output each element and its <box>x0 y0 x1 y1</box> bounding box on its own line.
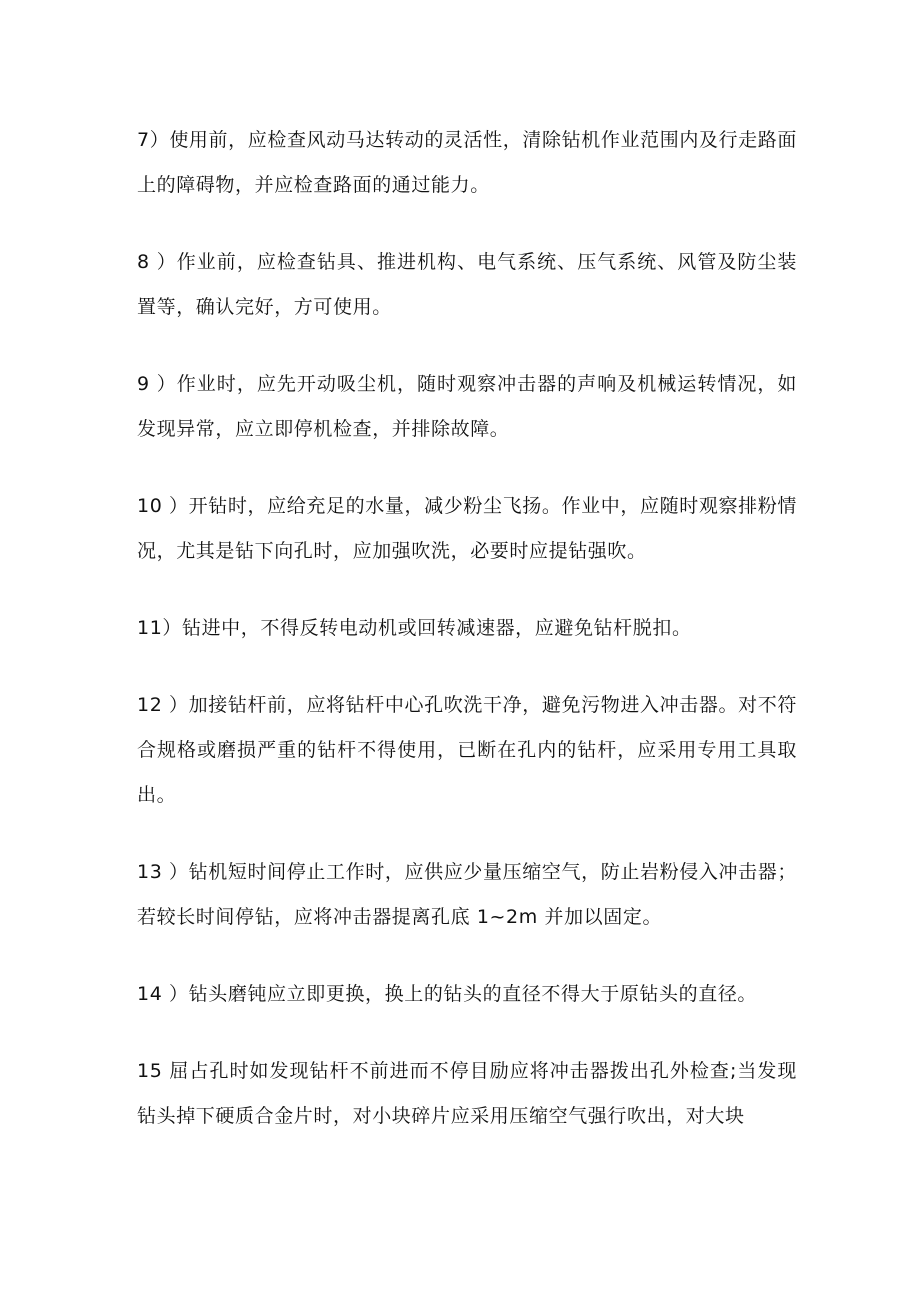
paragraph-item-7: 7）使用前，应检查风动马达转动的灵活性，清除钻机作业范围内及行走路面上的障碍物，并应检查路面的通过能力。 <box>137 129 797 196</box>
paragraph-item-9: 9 ）作业时，应先开动吸尘机，随时观察冲击器的声响及机械运转情况，如发现异常，应立即停机检查，并排除故障。 <box>137 373 797 440</box>
paragraph-item-15: 15 屈占孔时如发现钻杆不前进而不停目励应将冲击器拨出孔外检查;当发现钻头掉下硬质合金片时，对小块碎片应采用压缩空气强行吹出，对大块 <box>137 1060 797 1127</box>
paragraph-item-10: 10 ）开钻时，应给充足的水量，减少粉尘飞扬。作业中，应随时观察排粉情况，尤其是钻下向孔时，应加强吹洗，必要时应提钻强吹。 <box>137 495 797 562</box>
paragraph-item-12: 12 ）加接钻杆前，应将钻杆中心孔吹洗干净，避免污物进入冲击器。对不符合规格或磨损严重的钻杆不得使用，已断在孔内的钻杆，应采用专用工具取出。 <box>137 694 797 806</box>
paragraph-item-13: 13 ）钻机短时间停止工作时，应供应少量压缩空气，防止岩粉侵入冲击器；若较长时间停钻，应将冲击器提离孔底 1~2m 并加以固定。 <box>137 861 797 928</box>
document-body <box>137 118 797 1139</box>
paragraph-item-8: 8 ）作业前，应检查钻具、推进机构、电气系统、压气系统、风管及防尘装置等，确认完好，方可使用。 <box>137 251 797 318</box>
paragraph-item-14: 14 ）钻头磨钝应立即更换，换上的钻头的直径不得大于原钻头的直径。 <box>137 983 758 1005</box>
paragraph-item-11: 11）钻进中，不得反转电动机或回转减速器，应避免钻杆脱扣。 <box>137 617 692 639</box>
